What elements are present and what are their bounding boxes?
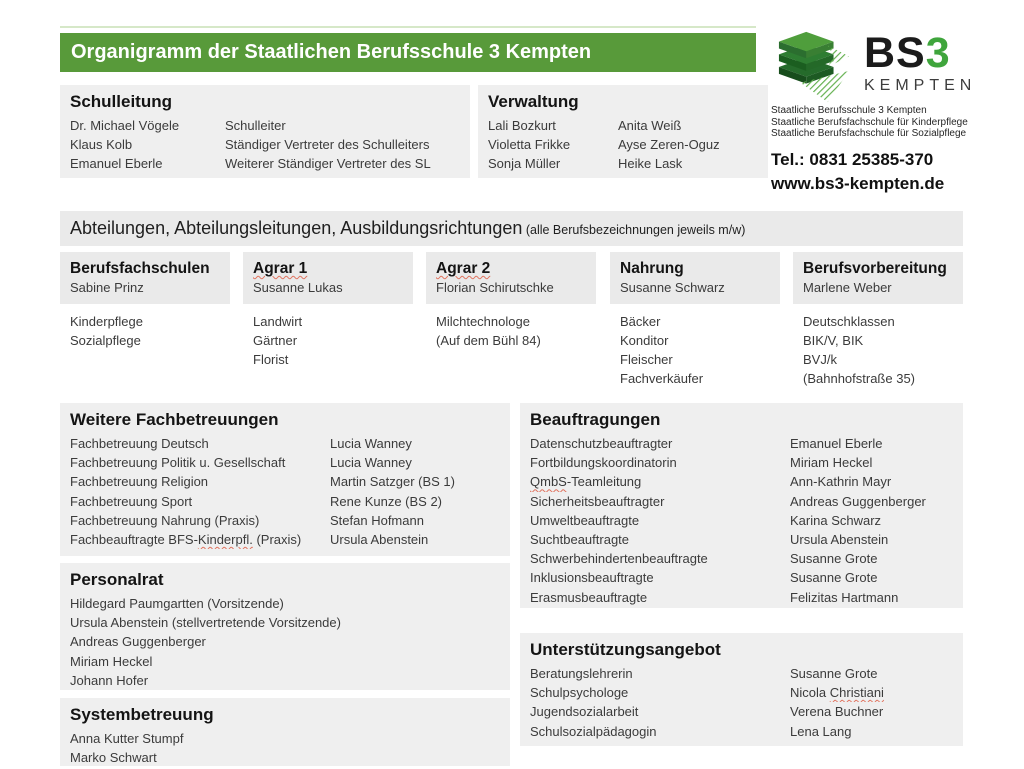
row-label: Schwerbehindertenbeauftragte [530,551,708,567]
systembetreuung-rows [70,729,500,767]
person-name: Anita Weiß [618,118,682,133]
row-label: Fachbetreuung Sport [70,493,193,509]
row-value: Andreas Guggenberger [790,493,926,509]
row-value: Emanuel Eberle [790,436,883,451]
row-label: Schulsozialpädagogin [530,723,657,739]
row-value [790,683,953,702]
person-name: Lali Bozkurt [488,118,556,133]
box-title: Schulleitung [70,92,172,111]
label-part-misspelled: Kinderpfl. [197,532,253,548]
row-label: Datenschutzbeauftragter [530,436,673,451]
row-label: Schulpsychologe [530,685,629,701]
person-name: Ayse Zeren-Oguz [618,137,720,153]
row-label: Erasmusbeauftragte [530,589,648,605]
top-divider [60,26,756,28]
person-role: Ständiger Vertreter des Schulleiters [225,137,430,153]
list-item: (Auf dem Bühl 84) [436,333,541,348]
beauftragungen-rows [530,434,953,607]
verwaltung-box [478,85,768,178]
dept-box-agrar-2 [426,252,596,304]
dept-list-agrar-2 [426,312,596,350]
dept-box-agrar-1 [243,252,413,304]
school-name-line: Staatliche Berufsfachschule für Kinderpflege [771,116,968,128]
row-value: Karina Schwarz [790,512,882,528]
brand-bs: BS [864,29,926,77]
box-title: Beauftragungen [530,410,661,429]
list-item: Fleischer [620,352,673,367]
row-label: Fachbetreuung Politik u. Gesellschaft [70,455,286,471]
row-value: Ann-Kathrin Mayr [790,474,892,490]
person-role: Weiterer Ständiger Vertreter des SL [225,156,431,172]
dept-title: Berufsfachschulen [70,260,210,277]
fachbetreuungen-rows [70,434,500,549]
person-name: Dr. Michael Vögele [70,118,180,133]
list-item: BIK/V, BIK [803,333,864,348]
label-part: -Teamleitung [566,474,642,490]
dept-box-berufsfachschulen [60,252,230,304]
dept-title: Agrar 2 [436,260,491,277]
row-value: Martin Satzger (BS 1) [330,474,455,490]
dept-head: Florian Schirutschke [436,280,554,295]
row-label: Fachbetreuung Religion [70,474,209,490]
schulleitung-box [60,85,470,178]
person-name: Violetta Frikke [488,137,571,153]
unterstuetzung-rows [530,664,953,741]
row-value: Ursula Abenstein [330,532,429,548]
box-title: Unterstützungsangebot [530,640,721,659]
row-value: Susanne Grote [790,666,878,681]
website-url: www.bs3-kempten.de [771,174,945,193]
row-value: Rene Kunze (BS 2) [330,493,443,509]
list-item: Konditor [620,333,669,348]
personalrat-box [60,563,510,690]
row-label: Umweltbeauftragte [530,512,640,528]
person-name: Ursula Abenstein (stellvertretende Vorsitzende) [70,615,341,631]
box-title: Weitere Fachbetreuungen [70,410,279,429]
dept-list-agrar-1 [243,312,413,369]
row-label: Suchtbeauftragte [530,532,630,548]
row-label: Jugendsozialarbeit [530,704,639,720]
dept-title: Nahrung [620,260,684,277]
list-item: Bäcker [620,314,661,329]
dept-head: Susanne Lukas [253,280,343,295]
dept-list-nahrung [610,312,780,388]
person-role: Schulleiter [225,118,286,133]
row-label [530,472,790,491]
list-item: BVJ/k [803,352,837,367]
row-label: Sicherheitsbeauftragter [530,493,665,509]
label-part-misspelled: QmbS [530,474,567,490]
band-note: (alle Berufsbezeichnungen jeweils m/w) [522,223,746,237]
list-item: Gärtner [253,333,298,348]
row-label: Fortbildungskoordinatorin [530,455,677,471]
page-title: Organigramm der Staatlichen Berufsschule 3 Kempten [60,33,756,72]
dept-title: Berufsvorbereitung [803,260,947,277]
label-part: Fachbeauftragte BFS- [70,532,198,548]
dept-list-berufsfachschulen [60,312,230,350]
list-item: (Bahnhofstraße 35) [803,371,916,386]
dept-list-berufsvorbereitung [793,312,963,388]
person-name: Emanuel Eberle [70,156,163,172]
section-band [60,211,963,246]
person-name: Johann Hofer [70,672,149,688]
person-name: Klaus Kolb [70,137,133,153]
schulleitung-rows [70,116,460,174]
bs3-logo-icon [771,28,859,106]
row-label: Beratungslehrerin [530,666,633,681]
list-item: Sozialpflege [70,333,141,348]
row-value: Stefan Hofmann [330,512,424,528]
brand-bs3 [864,30,1024,76]
box-title: Personalrat [70,570,164,589]
row-value: Ursula Abenstein [790,532,889,548]
name-part-misspelled: Christiani [829,685,884,701]
fachbetreuungen-box [60,403,510,556]
dept-head: Sabine Prinz [70,280,144,295]
dept-head: Marlene Weber [803,280,892,295]
row-label: Fachbetreuung Deutsch [70,436,209,451]
row-value: Susanne Grote [790,570,878,586]
list-item: Kinderpflege [70,314,143,329]
row-value: Miriam Heckel [790,455,873,471]
brand-3: 3 [925,29,951,77]
dept-box-berufsvorbereitung [793,252,963,304]
verwaltung-rows [488,116,758,174]
school-names [771,105,1021,140]
row-value: Verena Buchner [790,704,884,720]
row-value: Lena Lang [790,723,852,739]
unterstuetzung-box [520,633,963,746]
school-name-line: Staatliche Berufsschule 3 Kempten [771,105,927,116]
person-name: Marko Schwart [70,750,157,766]
brand-city: KEMPTEN [864,77,977,94]
name-part: Nicola [790,685,830,701]
person-name: Hildegard Paumgartten (Vorsitzende) [70,596,284,611]
list-item: Milchtechnologe [436,314,530,329]
person-name: Anna Kutter Stumpf [70,731,184,746]
person-name: Sonja Müller [488,156,561,172]
dept-box-nahrung [610,252,780,304]
person-name: Andreas Guggenberger [70,634,206,650]
personalrat-rows [70,594,500,690]
row-label: Fachbetreuung Nahrung (Praxis) [70,512,260,528]
label-part: (Praxis) [252,532,302,548]
row-value: Felizitas Hartmann [790,589,899,605]
row-label: Inklusionsbeauftragte [530,570,654,586]
dept-head: Susanne Schwarz [620,280,725,295]
list-item: Landwirt [253,314,303,329]
list-item: Deutschklassen [803,314,895,329]
list-item: Florist [253,352,289,367]
systembetreuung-box [60,698,510,766]
band-title: Abteilungen, Abteilungsleitungen, Ausbildungsrichtungen [70,218,523,238]
beauftragungen-box [520,403,963,608]
row-value: Lucia Wanney [330,455,412,471]
box-title: Systembetreuung [70,705,214,724]
bs3-logo-wordmark [864,30,1024,95]
person-name: Miriam Heckel [70,653,153,669]
phone-number: Tel.: 0831 25385-370 [771,150,934,169]
row-label [70,530,330,549]
box-title: Verwaltung [488,92,579,111]
dept-title: Agrar 1 [253,260,308,277]
list-item: Fachverkäufer [620,371,704,386]
person-name: Heike Lask [618,156,683,172]
row-value: Susanne Grote [790,551,878,567]
school-name-line: Staatliche Berufsfachschule für Sozialpflege [771,128,967,139]
row-value: Lucia Wanney [330,436,412,451]
